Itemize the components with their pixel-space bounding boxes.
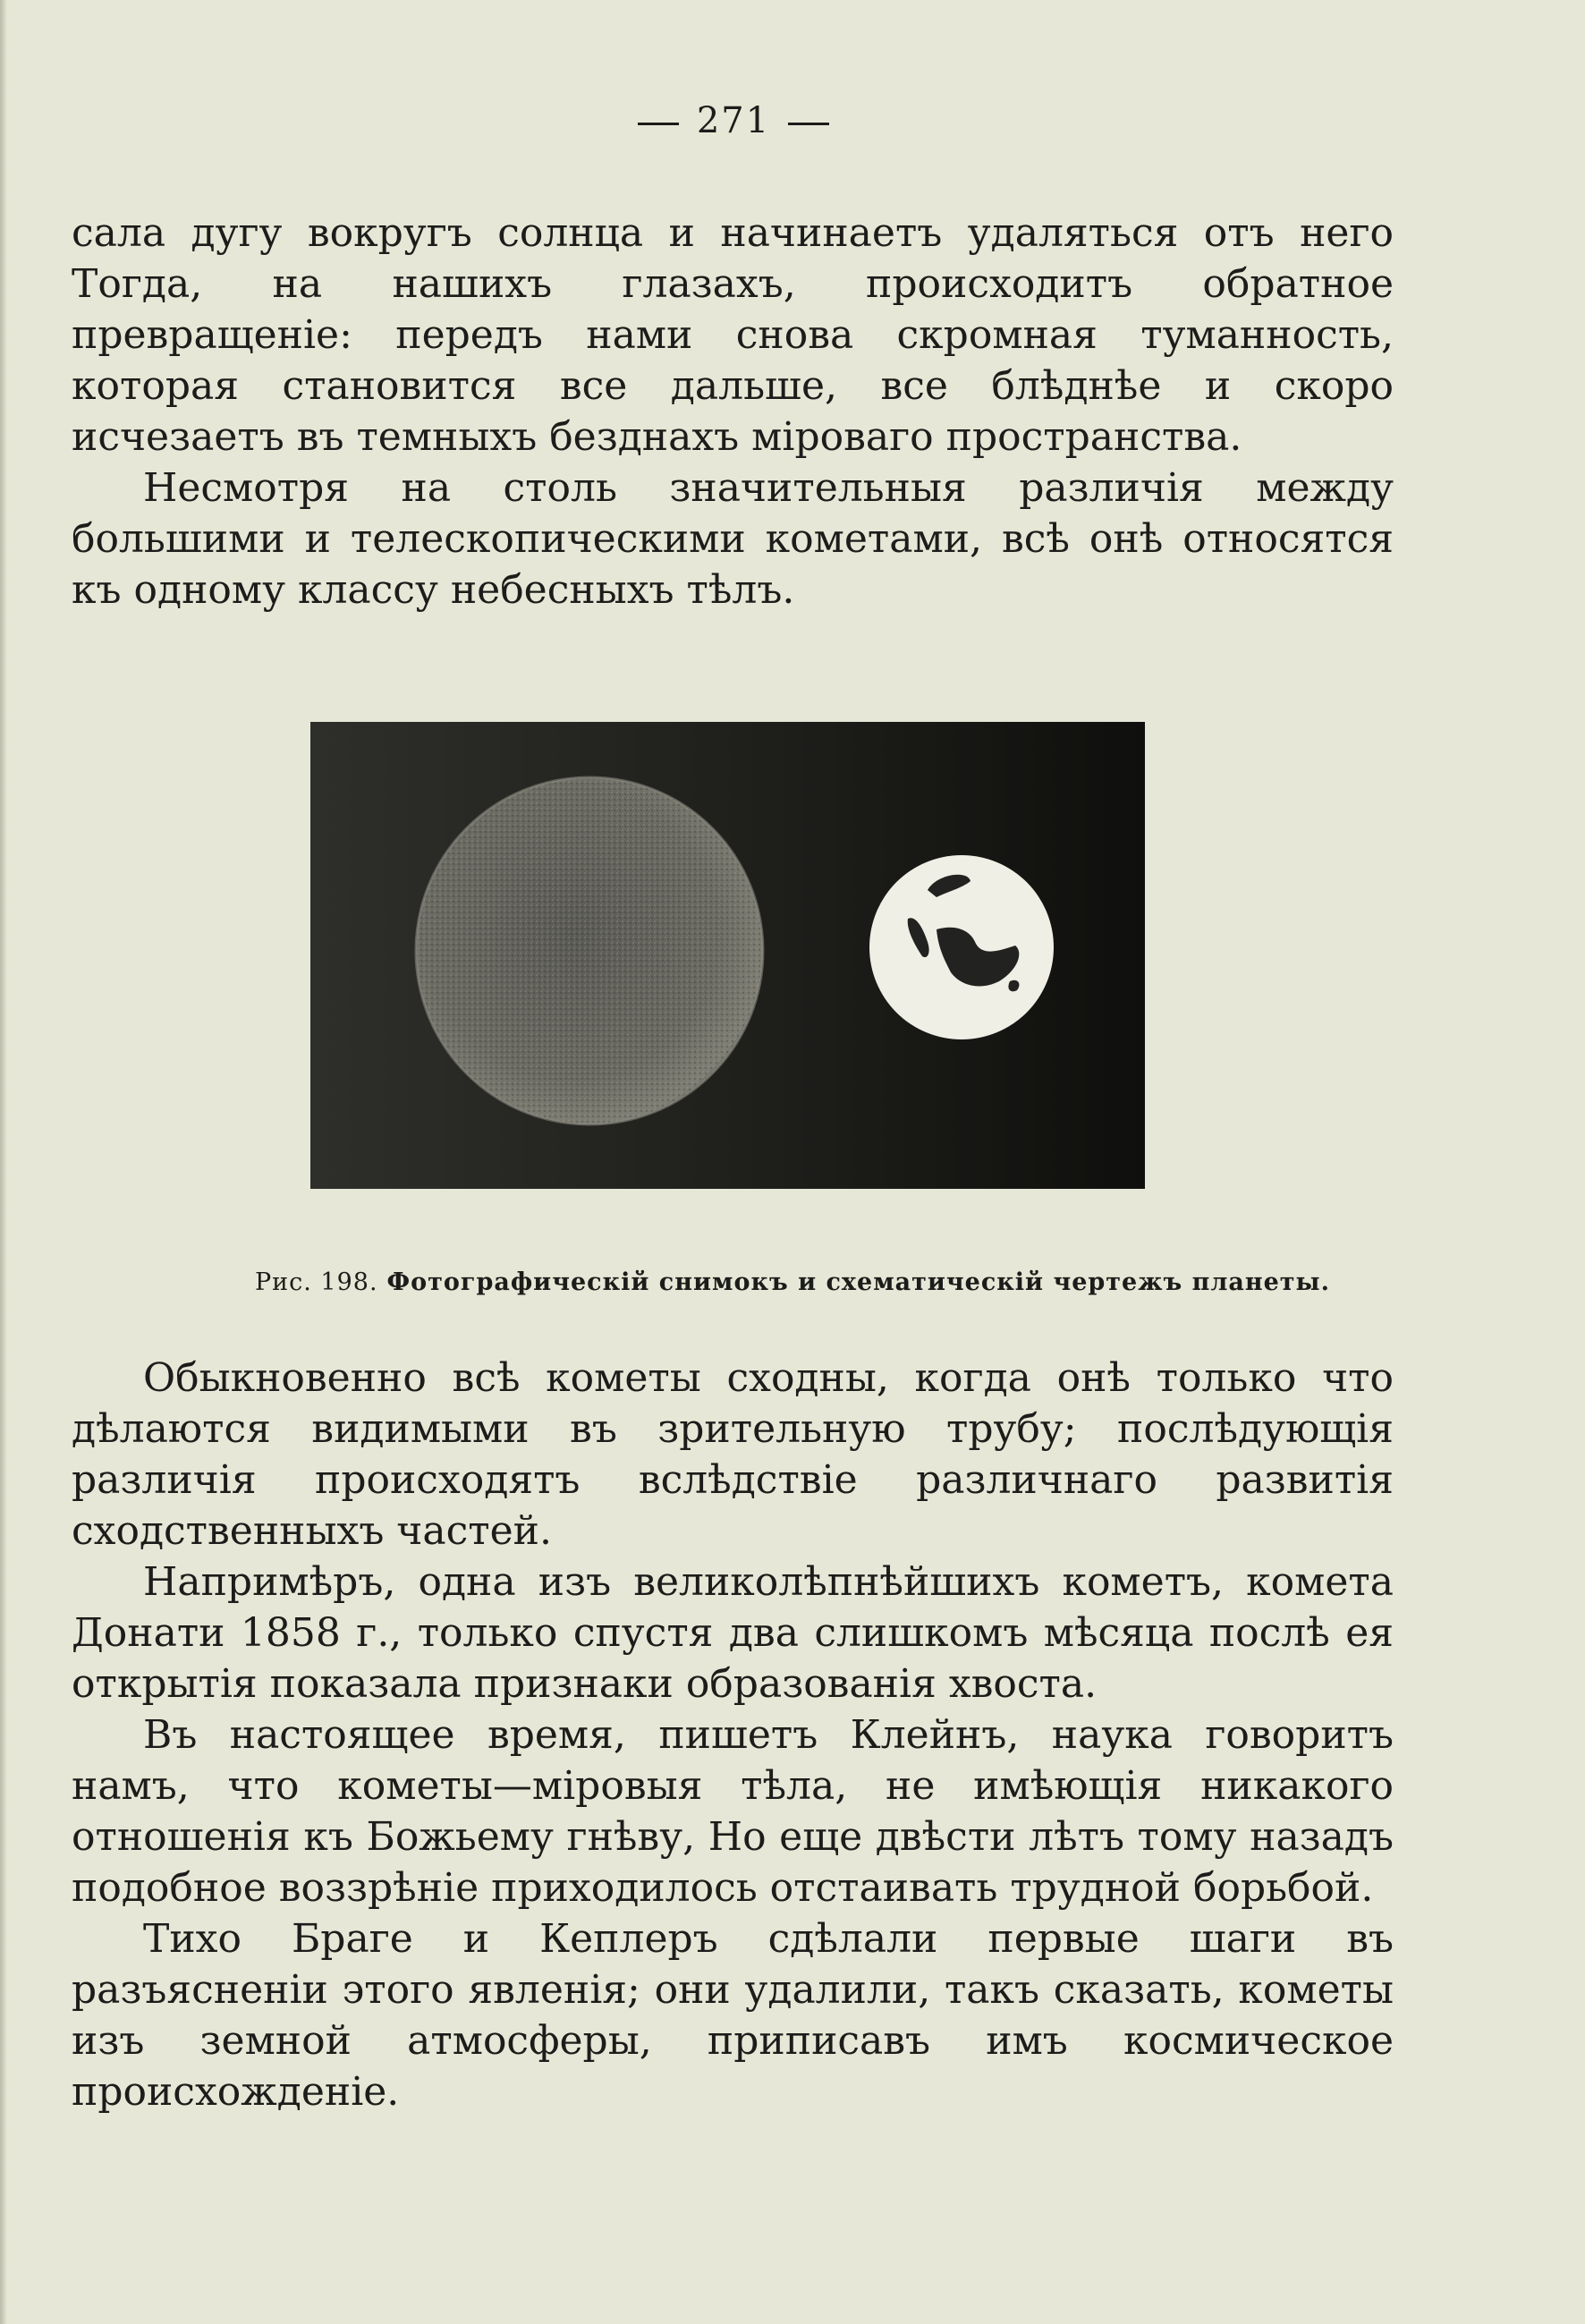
page-number (0, 100, 1467, 141)
figure-caption (0, 1268, 1585, 1296)
paragraph-comet-classes: Несмотря на столь значительныя различія между большими и телескопическими кометами, всѣ онѣ относятся къ одному классу небесныхъ тѣлъ. (72, 465, 1394, 613)
planet-schematic-drawing (869, 855, 1054, 1039)
paragraph-tycho-kepler: Тихо Браге и Кеплеръ сдѣлали первые шаги въ разъясненіи этого явленія; они удалили, такъ сказать, кометы изъ земной атмосферы, приписавъ имъ космическое происхожденіе. (72, 1916, 1394, 2115)
page-number-dash-right (788, 123, 829, 125)
paragraph-comets-similar: Обыкновенно всѣ кометы сходны, когда онѣ только что дѣлаются видимыми въ зрительную трубу; послѣдующія различія происходятъ вслѣдствіе различнаго развитія сходственныхъ частей. (72, 1355, 1394, 1554)
paragraph-continuation: сала дугу вокругъ солнца и начинаетъ удаляться отъ него Тогда, на нашихъ глазахъ, происходитъ обратное превращеніе: передъ нами снова скромная туманность, которая становится все дальше, все блѣднѣе и скоро исчезаетъ въ темныхъ безднахъ міроваго пространства. (72, 210, 1394, 460)
page-number-text: 271 (696, 100, 771, 141)
text-block-top (72, 208, 1394, 615)
paragraph-donati-comet: Напримѣръ, одна изъ великолѣпнѣйшихъ кометъ, комета Донати 1858 г., только спустя два слишкомъ мѣсяца послѣ ея открытія показала признаки образованія хвоста. (72, 1559, 1394, 1707)
page-number-dash-left (638, 123, 679, 125)
figure-planet-photo-and-drawing (310, 722, 1145, 1189)
figure-number: Рис. 198. (254, 1268, 378, 1296)
figure-illustration (310, 722, 1145, 1189)
text-block-bottom (72, 1353, 1394, 2117)
planet-photograph (416, 777, 763, 1124)
paragraph-klein-quote: Въ настоящее время, пишетъ Клейнъ, наука говоритъ намъ, что кометы—міровыя тѣла, не имѣющія никакого отношенія къ Божьему гнѣву, Но еще двѣсти лѣтъ тому назадъ подобное воззрѣніе приходилось отстаивать трудной борьбой. (72, 1712, 1394, 1911)
page-edge-shadow (0, 0, 7, 2324)
figure-caption-text: Фотографическій снимокъ и схематическій чертежъ планеты. (386, 1268, 1331, 1296)
